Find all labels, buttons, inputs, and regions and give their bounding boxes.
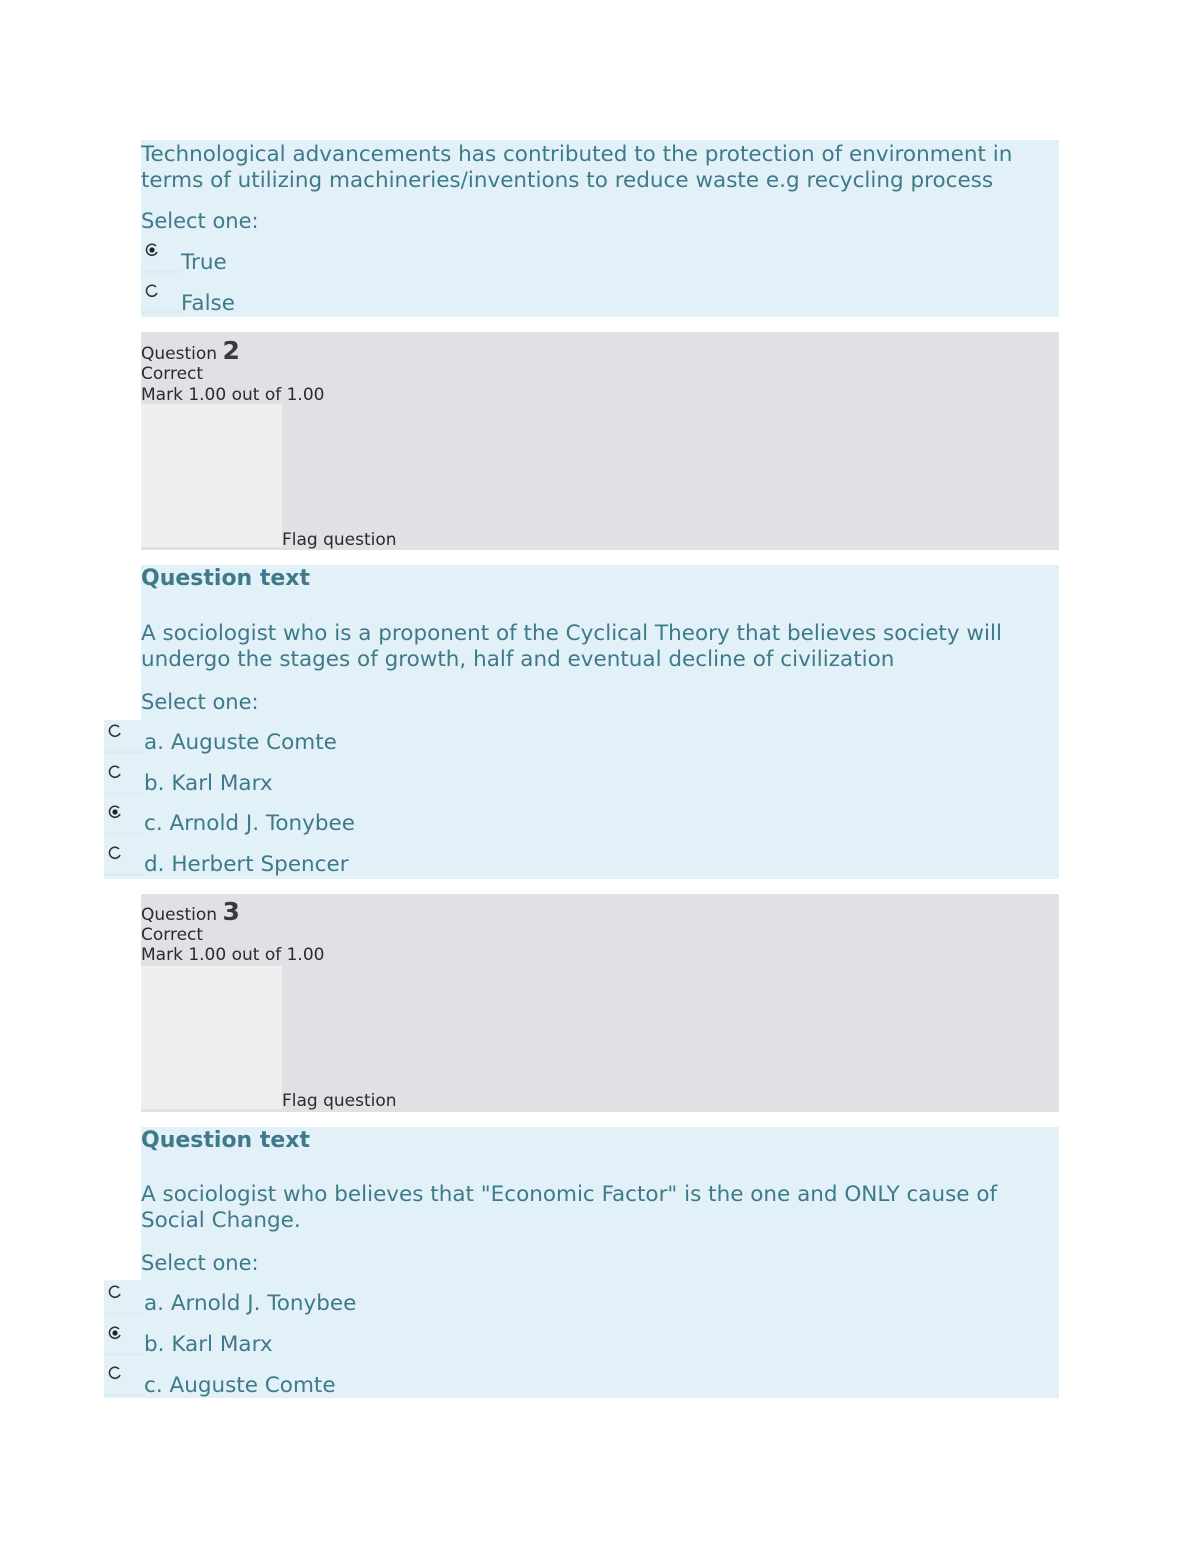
question-1-text-line-1: Technological advancements has contributed to the protection of environment in — [141, 142, 1013, 167]
radio-underline — [104, 1353, 144, 1356]
question-3-text-heading: Question text — [141, 1128, 311, 1153]
radio-option-d[interactable] — [108, 846, 122, 860]
question-1-text-line-2: terms of utilizing machineries/inventions to reduce waste e.g recycling process — [141, 168, 994, 193]
option-b-label[interactable]: b. Karl Marx — [144, 1332, 273, 1357]
question-3-flag-area — [141, 966, 282, 1109]
question-2-text-line-1: A sociologist who is a proponent of the Cyclical Theory that believes society will — [141, 621, 1002, 646]
radio-option-a[interactable] — [108, 724, 122, 738]
question-3-mark: Mark 1.00 out of 1.00 — [141, 945, 325, 965]
radio-option-a[interactable] — [108, 1285, 122, 1299]
question-1-select-label: Select one: — [141, 209, 259, 233]
question-3-text-line-1: A sociologist who believes that "Economic Factor" is the one and ONLY cause of — [141, 1182, 998, 1207]
radio-option-c[interactable] — [108, 805, 122, 819]
radio-option-b[interactable] — [108, 1326, 122, 1340]
question-3-number: 3 — [222, 897, 240, 926]
option-false-label[interactable]: False — [181, 291, 235, 316]
option-c-label[interactable]: c. Arnold J. Tonybee — [144, 811, 355, 836]
question-3-content — [141, 1127, 1059, 1398]
question-2-mark: Mark 1.00 out of 1.00 — [141, 385, 325, 405]
radio-underline — [104, 1393, 144, 1396]
question-2-number: 2 — [222, 336, 240, 365]
radio-false[interactable] — [145, 284, 159, 298]
question-2-flag-button[interactable]: Flag question — [282, 530, 397, 550]
question-3-flag-button[interactable]: Flag question — [282, 1091, 397, 1111]
radio-underline — [104, 873, 144, 876]
radio-option-c[interactable] — [108, 1366, 122, 1380]
question-2-status: Correct — [141, 364, 204, 384]
option-b-label[interactable]: b. Karl Marx — [144, 771, 273, 796]
question-3-header — [141, 897, 240, 926]
question-2-header — [141, 336, 240, 365]
question-3-prefix: Question — [141, 905, 218, 925]
question-3-text-line-2: Social Change. — [141, 1208, 301, 1233]
question-2-text-heading: Question text — [141, 566, 311, 591]
question-2-prefix: Question — [141, 344, 218, 364]
radio-option-b[interactable] — [108, 765, 122, 779]
radio-underline — [104, 751, 144, 754]
radio-underline — [104, 792, 144, 795]
question-3-select-label: Select one: — [141, 1251, 259, 1275]
option-c-label[interactable]: c. Auguste Comte — [144, 1373, 336, 1398]
option-true-label[interactable]: True — [181, 250, 227, 275]
radio-underline — [104, 832, 144, 835]
option-a-label[interactable]: a. Arnold J. Tonybee — [144, 1291, 357, 1316]
option-a-label[interactable]: a. Auguste Comte — [144, 730, 337, 755]
radio-underline — [141, 311, 181, 314]
radio-underline — [141, 270, 181, 273]
question-2-text-line-2: undergo the stages of growth, half and eventual decline of civilization — [141, 647, 895, 672]
radio-true[interactable] — [145, 243, 159, 257]
question-2-flag-area — [141, 404, 282, 547]
question-3-status: Correct — [141, 925, 204, 945]
option-d-label[interactable]: d. Herbert Spencer — [144, 852, 349, 877]
radio-underline — [104, 1312, 144, 1315]
question-2-select-label: Select one: — [141, 690, 259, 714]
